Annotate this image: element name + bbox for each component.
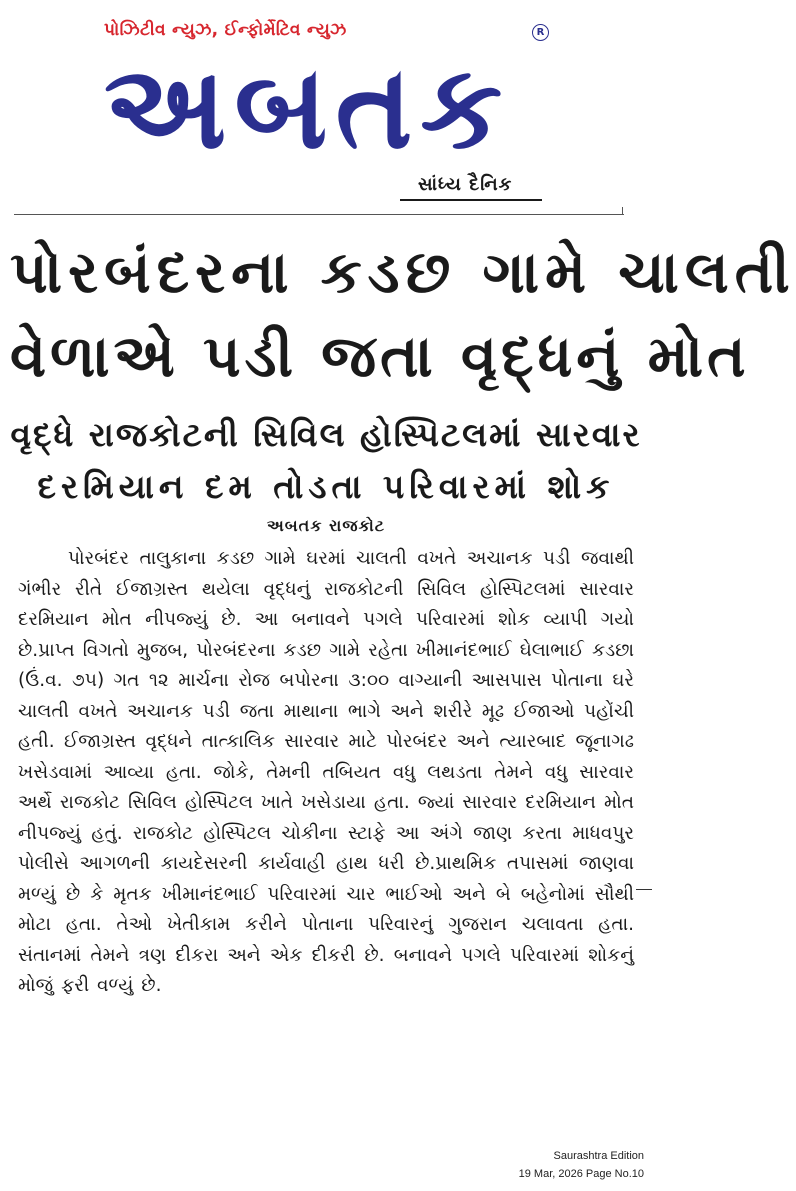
masthead-divider — [14, 214, 624, 215]
registered-mark-icon: R — [532, 24, 549, 41]
article-dateline: અબતક રાજકોટ — [266, 516, 386, 535]
article-body-paragraph: પોરબંદર તાલુકાના કડછ ગામે ઘરમાં ચાલતી વખતે અચાનક પડી જવાથી ગંભીર રીતે ઈજાગ્રસ્ત થયેલા વૃદ્ધનું રાજકોટની સિવિલ હોસ્પિટલમાં સારવાર દરમિયાન મોત નીપજ્યું છે. આ બનાવને પગલે પરિવારમાં શોક વ્યાપી ગયો છે.પ્રાપ્ત વિગતો મુજબ, પોરબંદરના કડછ ગામે રહેતા ખીમાનંદભાઈ ઘેલાભાઈ કડછા (ઉં.વ. ૭૫) ગત ૧૨ માર્ચના રોજ બપોરના ૩:૦૦ વાગ્યાની આસપાસ પોતાના ઘરે ચાલતી વખતે અચાનક પડી જતા માથાના ભાગે અને શરીરે મૂઢ ઈજાઓ પહોંચી હતી. ઈજાગ્રસ્ત વૃદ્ધને તાત્કાલિક સારવાર માટે પોરબંદર અને ત્યારબાદ જૂનાગઢ ખસેડવામાં આવ્યા હતા. જોકે, તેમની તબિયત વધુ લથડતા તેમને વધુ સારવાર અર્થે રાજકોટ સિવિલ હોસ્પિટલ ખાતે ખસેડાયા હતા. જ્યાં સારવાર દરમિયાન મોત નીપજ્યું હતું. રાજકોટ હોસ્પિટલ ચોકીના સ્ટાફે આ અંગે જાણ કરતા માધવપુર પોલીસે આગળની કાયદેસરની કાર્યવાહી હાથ ધરી છે.પ્રાથમિક તપાસમાં જાણવા મળ્યું છે કે મૃતક ખીમાનંદભાઈ પરિવારમાં ચાર ભાઈઓ અને બે બહેનોમાં સૌથી મોટા હતા. તેઓ ખેતીકામ કરીને પોતાના પરિવારનું ગુજરાન ચલાવતા હતા. સંતાનમાં તેમને ત્રણ દીકરા અને એક દીકરી છે. બનાવને પગલે પરિવારમાં શોકનું મોજું ફરી વળ્યું છે. — [18, 548, 634, 996]
headline-line-2: વેળાએ પડી જતા વૃદ્ધનું મોત — [10, 322, 750, 390]
masthead-subtitle: સાંધ્ય દૈનિક — [418, 174, 513, 195]
footer-date-page: 19 Mar, 2026 Page No.10 — [518, 1168, 644, 1180]
masthead — [0, 0, 652, 230]
article-body — [18, 544, 634, 1002]
headline-line-1: પોરબંદરના કડછ ગામે ચાલતી — [10, 238, 796, 306]
subheadline-line-2: દરમિયાન દમ તોડતા પરિવારમાં શોક — [37, 467, 615, 506]
subtitle-underline — [400, 199, 542, 201]
column-edge-tick — [636, 889, 652, 890]
masthead-divider-tick — [622, 207, 623, 215]
newspaper-logo: અબતક — [104, 40, 511, 175]
subheadline-line-1: વૃદ્ધે રાજકોટની સિવિલ હોસ્પિટલમાં સારવાર — [10, 415, 642, 454]
masthead-tagline: પોઝિટીવ ન્યુઝ, ઈન્ફોર્મેટિવ ન્યુઝ — [104, 20, 347, 40]
footer-edition: Saurashtra Edition — [553, 1150, 644, 1162]
